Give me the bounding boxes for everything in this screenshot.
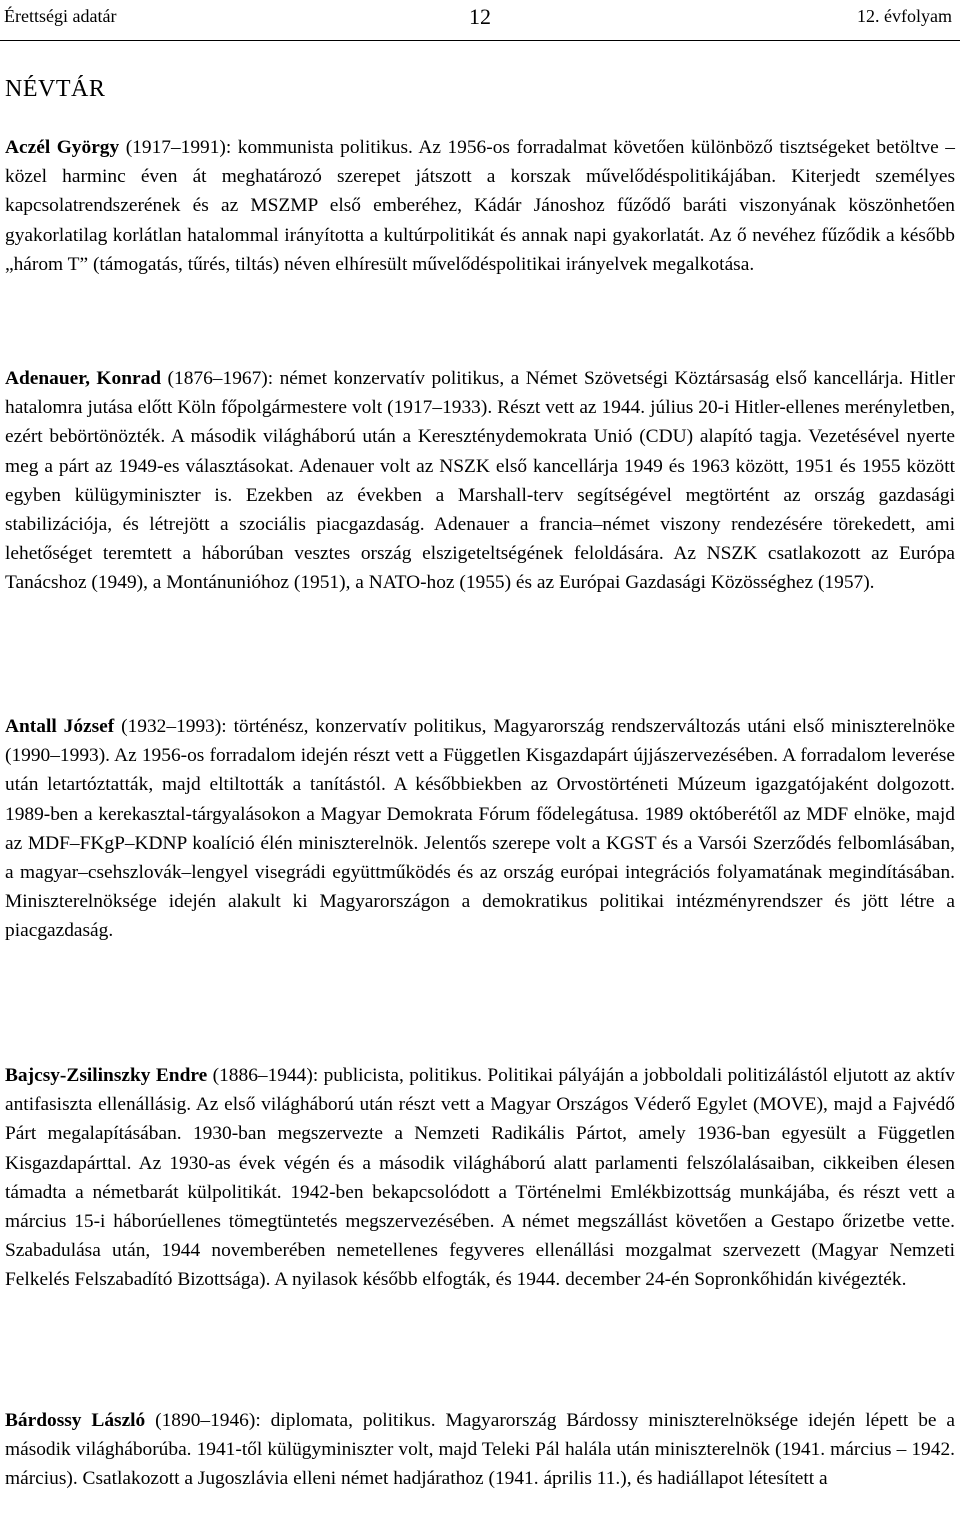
entry-bardossy <box>5 1406 955 1494</box>
entry-antall <box>5 712 955 946</box>
page-header <box>0 0 960 41</box>
entry-text: (1886–1944): publicista, politikus. Politikai pályáján a jobboldali politizálástól eljutott az aktív antifasiszta ellenállásig. Az első világháború után részt vett a Magyar Országos Véderő Egylet (MOVE), majd a Fajvédő Párt megalapításában. 1930-ban megszervezte a Nemzeti Radikális Pártot, amely 1936-ban egyesült a Független Kisgazdapárttal. Az 1930-as évek végén és a második világháború alatt parlamenti felszólalásaiban, cikkeiben élesen támadta a németbarát külpolitikát. 1942-ben bekapcsolódott a Történelmi Emlékbizottság munkájába, és részt vett a március 15-i háborúellenes tömegtüntetés megszervezésében. A német megszállást követően a Gestapo őrizetbe vette. Szabadulása után, 1944 novemberében nemetellenes fegyveres ellenállási mozgalmat szervezett (Magyar Nemzeti Felkelés Felszabadító Bizottsága). A nyilasok később elfogták, és 1944. december 24-én Sopronkőhidán kivégezték. <box>5 1065 955 1291</box>
entry-adenauer <box>5 364 955 598</box>
entry-name: Bárdossy László <box>5 1410 146 1431</box>
entry-text: (1876–1967): német konzervatív politikus, a Német Szövetségi Köztársaság első kancellárja. Hitler hatalomra jutása előtt Köln főpolgármestere volt (1917–1933). Részt vett az 1944. július 20-i Hitler-ellenes merényletben, ezért bebörtönözték. A második világháború után a Kereszténydemokrata Unió (CDU) alapító tagja. Vezetésével nyerte meg a párt az 1949-es választásokat. Adenauer volt az NSZK első kancellárja 1949 és 1963 között, 1951 és 1955 között egyben külügyminiszter is. Ezekben az években a Marshall-terv segítségével megtörtént az ország gazdasági stabilizációja, és létrejött a szociális piacgazdaság. Adenauer a francia–német viszony rendezésére törekedett, ami lehetőséget teremtett a háborúban vesztes ország elszigeteltségének feloldására. Az NSZK csatlakozott az Európa Tanácshoz (1949), a Montánunióhoz (1951), a NATO-hoz (1955) és az Európai Gazdasági Közösséghez (1957). <box>5 368 955 594</box>
page-number: 12 <box>469 4 491 29</box>
entry-text: (1932–1993): történész, konzervatív politikus, Magyarország rendszerváltozás utáni első miniszterelnöke (1990–1993). Az 1956-os forradalom idején részt vett a Független Kisgazdapárt újjászervezésében. A forradalom leverése után letartóztatták, majd eltiltották a tanítástól. A későbbiekben az Orvostörténeti Múzeum igazgatójaként dolgozott. 1989-ben a kerekasztal-tárgyalásokon a Magyar Demokrata Fórum fődelegátusa. 1989 októberétől az MDF elnöke, majd az MDF–FKgP–KDNP koalíció élén miniszterelnök. Jelentős szerepe volt a KGST és a Varsói Szerződés felbomlásában, a magyar–csehszlovák–lengyel visegrádi együttműködés és az ország európai integrációs folyamatának megindításában. Miniszterelnöksége idején alakult ki Magyarországon a demokratikus politikai intézményrendszer és jött létre a piacgazdaság. <box>5 716 955 942</box>
header-right-text: 12. évfolyam <box>857 6 952 26</box>
entry-aczel <box>5 133 955 279</box>
entry-text: (1917–1991): kommunista politikus. Az 1956-os forradalmat követően különböző tisztségeket betöltve – közel harminc éven át meghatározó szerepet játszott a korszak művelődéspolitikájában. Kiterjedt személyes kapcsolatrendszerének és az MSZMP első emberéhez, Kádár Jánoshoz fűződő baráti viszonyának köszönhetően gyakorlatilag korlátlan hatalommal irányította a kultúrpolitikát és annak napi gyakorlatát. Az ő nevéhez fűződik a később „három T” (támogatás, tűrés, tiltás) néven elhíresült művelődéspolitikai irányelvek megalkotása. <box>5 137 956 275</box>
entry-bajcsy-zsilinszky <box>5 1061 955 1295</box>
section-title: NÉVTÁR <box>5 76 106 102</box>
entry-name: Antall József <box>5 716 115 737</box>
header-left-text: Érettségi adatár <box>4 6 117 26</box>
entry-text: (1890–1946): diplomata, politikus. Magyarország Bárdossy miniszterelnöksége idején lépett be a második világháborúba. 1941-től külügyminiszter volt, majd Teleki Pál halála után miniszterelnök (1941. március – 1942. március). Csatlakozott a Jugoszlávia elleni német hadjárathoz (1941. április 11.), és hadiállapot létesített a <box>5 1410 955 1490</box>
entry-name: Bajcsy-Zsilinszky Endre <box>5 1065 208 1086</box>
entry-name: Adenauer, Konrad <box>5 368 162 389</box>
entry-name: Aczél György <box>5 137 120 158</box>
